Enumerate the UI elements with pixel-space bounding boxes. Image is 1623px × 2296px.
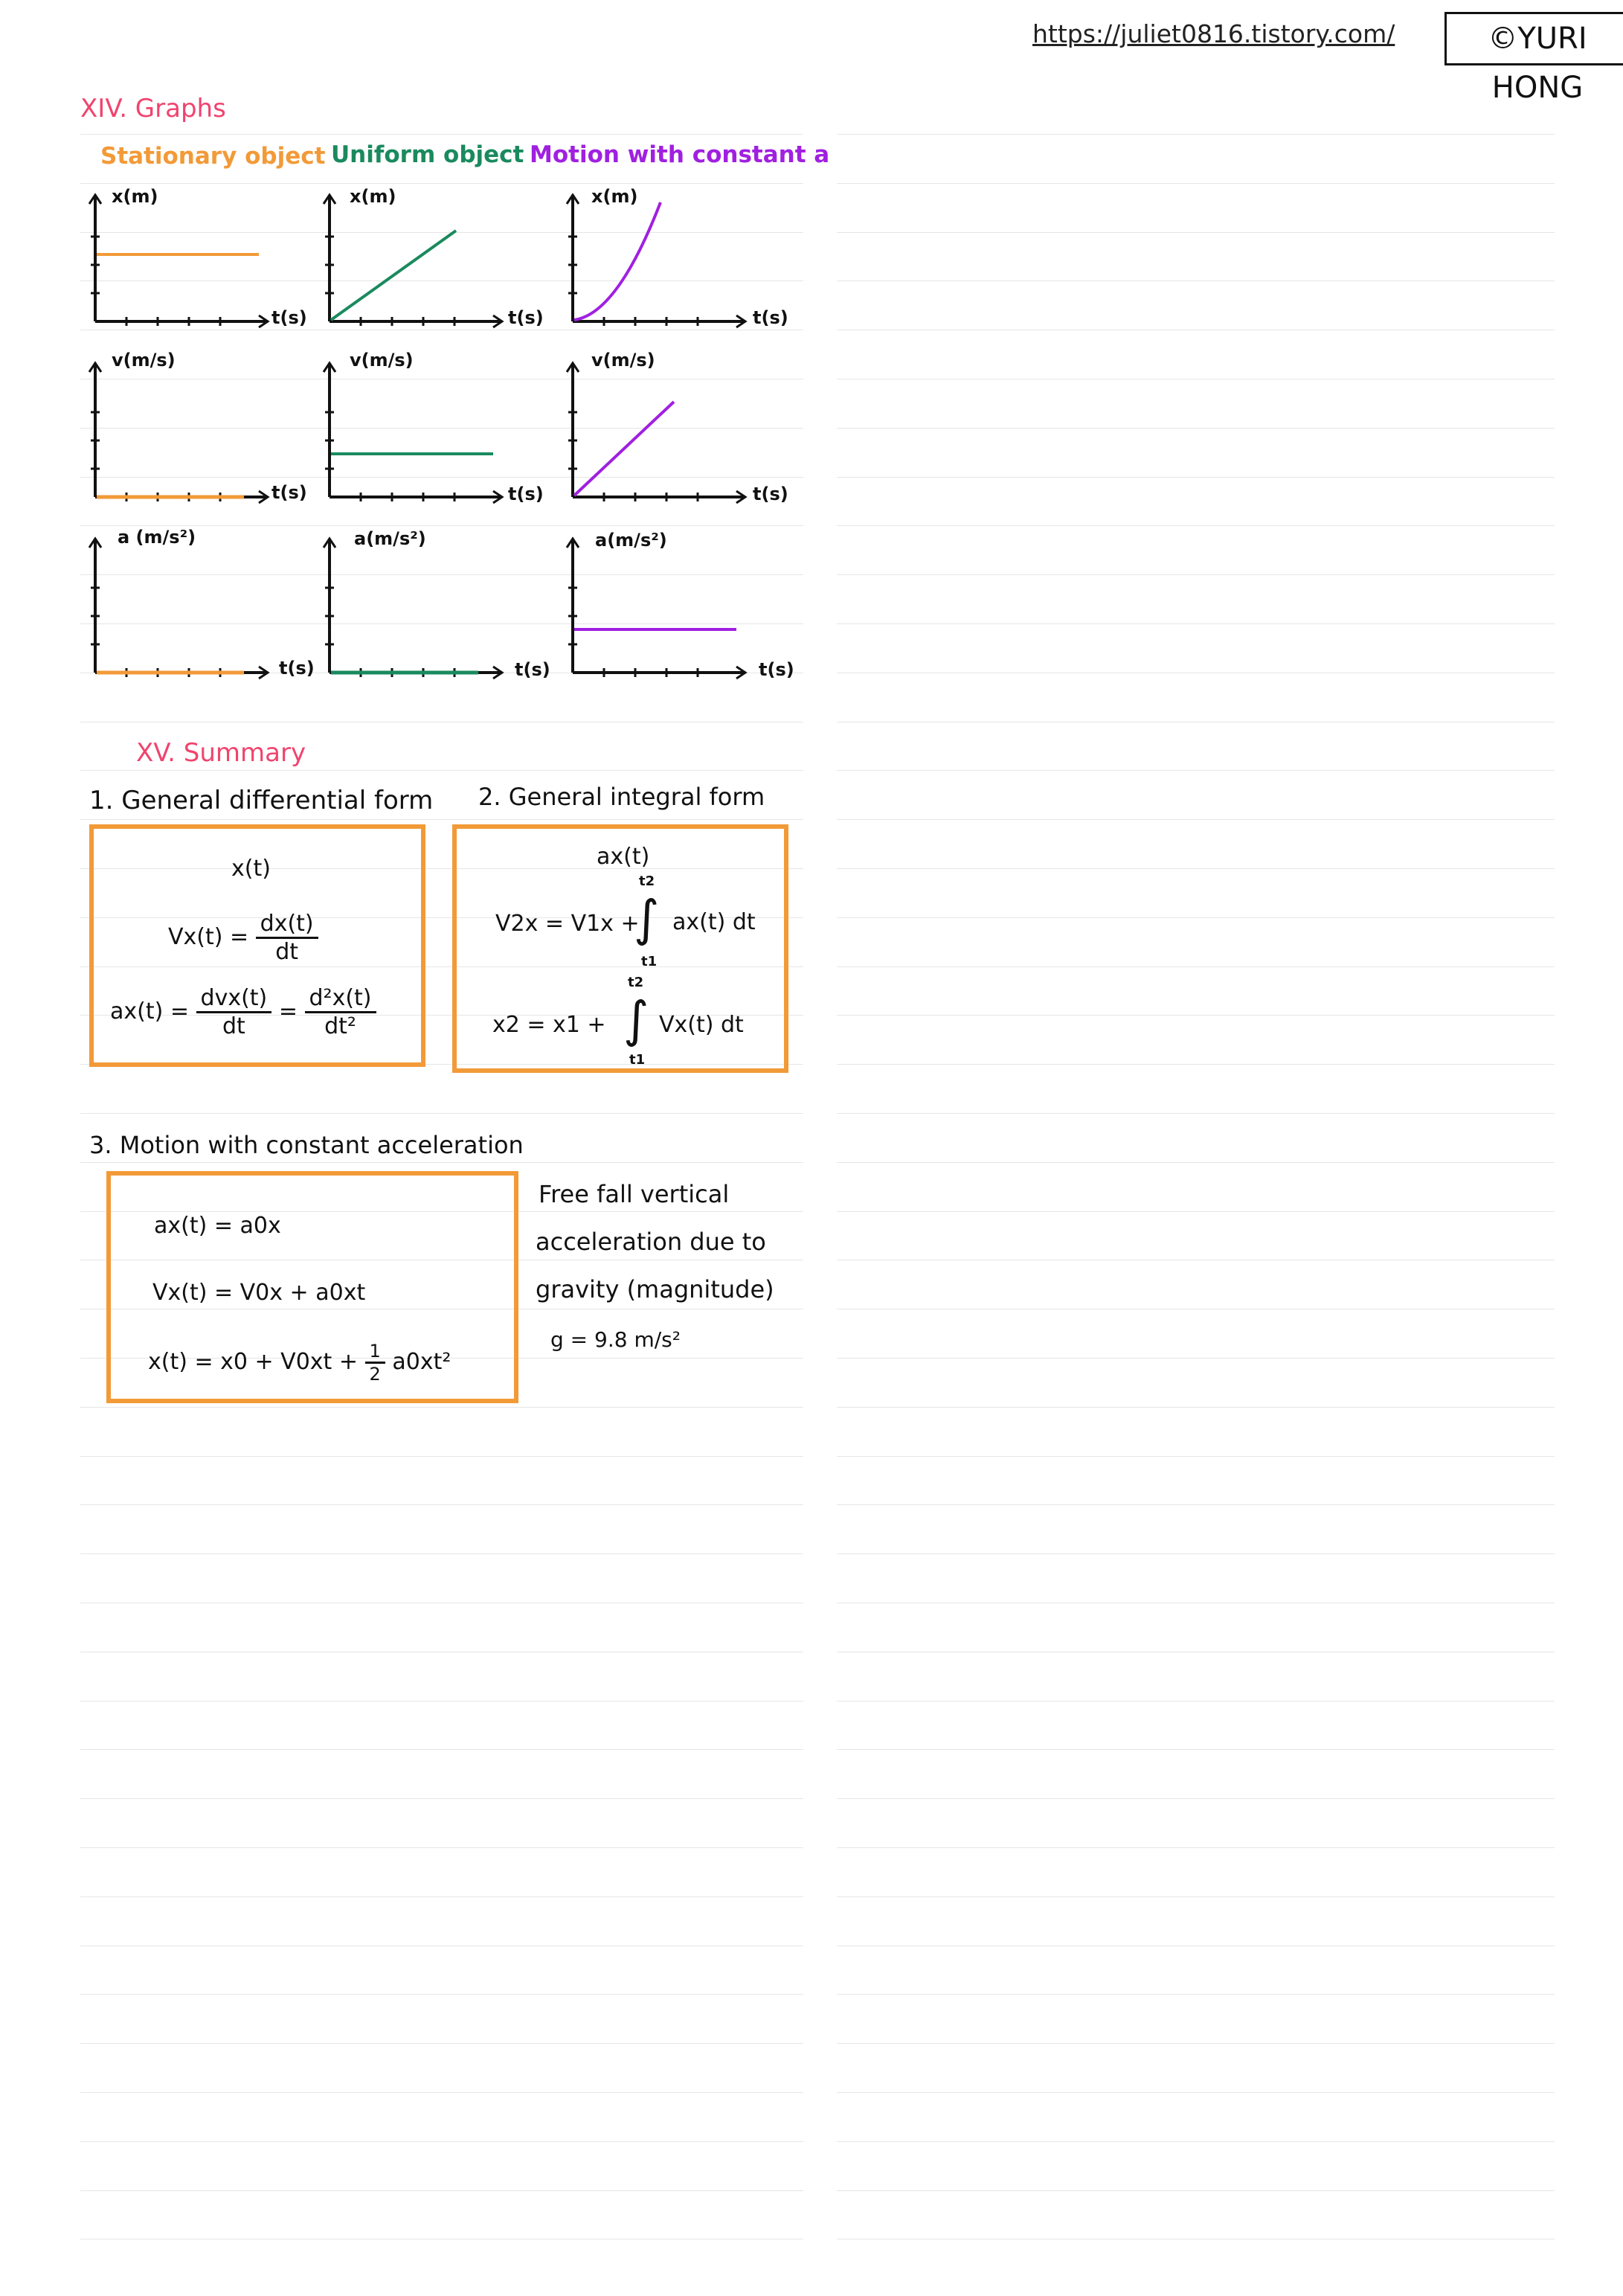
integral-form-box bbox=[452, 824, 788, 1073]
ylabel-r2c2: a(m/s²) bbox=[595, 530, 667, 551]
diff-x-of-t: x(t) bbox=[231, 856, 271, 882]
int-position-sign: ∫ bbox=[623, 991, 649, 1048]
int-position-lhs: x2 = x1 + bbox=[492, 1012, 606, 1038]
differential-form-title: 1. General differential form bbox=[89, 786, 434, 815]
const-accel-eq3-num: 1 bbox=[365, 1341, 385, 1364]
column-title-uniform: Uniform object bbox=[331, 141, 524, 168]
xlabel-r0c2: t(s) bbox=[753, 307, 788, 328]
int-position-lower: t1 bbox=[629, 1052, 646, 1068]
xlabel-r2c0: t(s) bbox=[279, 658, 315, 679]
ylabel-r0c2: x(m) bbox=[591, 186, 638, 207]
ylabel-r2c1: a(m/s²) bbox=[354, 528, 426, 549]
diff-accel-den1: dt bbox=[222, 1013, 245, 1039]
diff-accel-lhs: ax(t) = bbox=[110, 998, 189, 1024]
source-url-link[interactable]: https://juliet0816.tistory.com/ bbox=[1032, 19, 1395, 48]
ylabel-r2c0: a (m/s²) bbox=[118, 527, 196, 548]
int-velocity-lower: t1 bbox=[641, 954, 658, 969]
diff-accel-equals: = bbox=[278, 998, 298, 1024]
const-accel-eq2: Vx(t) = V0x + a0xt bbox=[152, 1280, 366, 1306]
ylabel-r0c0: x(m) bbox=[112, 186, 158, 207]
diff-velocity-den: dt bbox=[275, 939, 299, 965]
free-fall-line-3: gravity (magnitude) bbox=[536, 1275, 774, 1303]
summary-section-title: XV. Summary bbox=[136, 738, 306, 768]
int-a-of-t: ax(t) bbox=[597, 844, 650, 870]
constant-accel-box bbox=[106, 1171, 518, 1403]
xlabel-r2c2: t(s) bbox=[759, 659, 794, 680]
xlabel-r1c1: t(s) bbox=[508, 484, 544, 504]
diff-accel-fraction-1 bbox=[196, 985, 272, 1039]
xlabel-r1c2: t(s) bbox=[753, 484, 788, 504]
xlabel-r2c1: t(s) bbox=[515, 659, 550, 680]
const-accel-eq3-left: x(t) = x0 + V0xt + bbox=[148, 1349, 358, 1375]
graph-curve-linear bbox=[574, 402, 674, 496]
xlabel-r0c0: t(s) bbox=[271, 307, 307, 328]
const-accel-eq3 bbox=[148, 1341, 451, 1385]
diff-velocity-num: dx(t) bbox=[256, 911, 318, 939]
diff-accel-den2: dt² bbox=[324, 1013, 356, 1039]
const-accel-eq1: ax(t) = a0x bbox=[154, 1213, 281, 1239]
graph-curve-linear bbox=[331, 231, 456, 320]
diff-velocity-fraction bbox=[256, 911, 318, 965]
int-position-integrand: Vx(t) dt bbox=[659, 1012, 744, 1038]
const-accel-eq3-right: a0xt² bbox=[392, 1349, 451, 1375]
graphs-section-title: XIV. Graphs bbox=[80, 94, 226, 124]
xlabel-r1c0: t(s) bbox=[271, 482, 307, 503]
free-fall-line-1: Free fall vertical bbox=[539, 1180, 730, 1208]
diff-acceleration-eq bbox=[110, 985, 376, 1039]
diff-velocity-lhs: Vx(t) = bbox=[168, 924, 249, 950]
const-accel-eq3-fraction bbox=[365, 1341, 385, 1385]
copyright-box: ©YURI HONG bbox=[1444, 12, 1623, 65]
diff-accel-num2: d²x(t) bbox=[305, 985, 376, 1013]
const-accel-eq3-den: 2 bbox=[369, 1364, 381, 1385]
ylabel-r1c1: v(m/s) bbox=[350, 350, 414, 371]
ylabel-r1c0: v(m/s) bbox=[112, 350, 176, 371]
free-fall-line-2: acceleration due to bbox=[536, 1228, 766, 1256]
int-velocity-integrand: ax(t) dt bbox=[672, 909, 756, 935]
int-velocity-upper: t2 bbox=[639, 873, 655, 889]
differential-form-box bbox=[89, 824, 425, 1067]
graph-curve-parabola bbox=[574, 202, 661, 320]
diff-accel-num1: dvx(t) bbox=[196, 985, 272, 1013]
constant-accel-title: 3. Motion with constant acceleration bbox=[89, 1131, 524, 1159]
column-title-constant-a: Motion with constant a bbox=[530, 141, 830, 168]
column-title-stationary: Stationary object bbox=[100, 143, 326, 170]
free-fall-g-value: g = 9.8 m/s² bbox=[550, 1327, 681, 1352]
ylabel-r1c2: v(m/s) bbox=[591, 350, 655, 371]
integral-form-title: 2. General integral form bbox=[478, 783, 765, 811]
int-position-upper: t2 bbox=[628, 975, 644, 990]
xlabel-r0c1: t(s) bbox=[508, 307, 544, 328]
ylabel-r0c1: x(m) bbox=[350, 186, 396, 207]
diff-velocity-eq bbox=[168, 911, 318, 965]
int-velocity-sign: ∫ bbox=[634, 890, 660, 947]
int-velocity-lhs: V2x = V1x + bbox=[495, 911, 640, 937]
diff-accel-fraction-2 bbox=[305, 985, 376, 1039]
